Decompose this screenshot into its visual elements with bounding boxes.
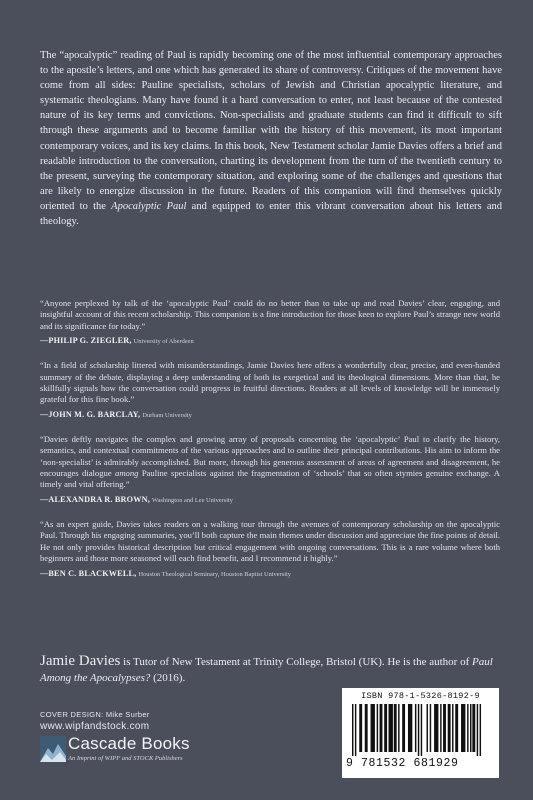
barcode-bar — [461, 704, 465, 752]
description-text: The “apocalyptic” reading of Paul is rapidly becoming one of the most influential contemporary approaches to the apostle’s letters, and one which has generated its share of controversy. Critiques of the movement have come from all sides: Pauline specialists, scholars of Jewish and Christian apocalyptic literature, and systematic theologians. Many have found it a hard conversation to enter, not least because of the contested nature of its key terms and convictions. Non-specialists and graduate students can find it difficult to sift through these arguments and to become familiar with the history of this movement, its most important contemporary voices, and its key claims. In this book, New Testament scholar Jamie Davies offers a brief and readable introduction to the conversation, charting its development from the turn of the twentieth century to the present, surveying the contemporary situation, and exploring some of the challenges and questions that are likely to energize discussion in the future. Readers of this companion will find themselves quickly oriented to the — [40, 50, 502, 212]
endorsement-attribution — [40, 568, 500, 580]
barcode-bar — [402, 704, 405, 752]
barcode-bar — [440, 704, 441, 752]
author-name: Jamie Davies — [40, 653, 121, 669]
barcode-bar — [443, 704, 446, 752]
endorsement-attribution — [40, 335, 500, 347]
barcode-bar — [434, 704, 438, 752]
barcode-bar — [455, 704, 458, 752]
barcode-bar — [365, 704, 368, 752]
publisher-name: Cascade Books — [68, 734, 190, 753]
endorser-name: —BEN C. BLACKWELL, — [40, 568, 137, 578]
book-description — [40, 48, 502, 229]
endorser-affiliation: Houston Theological Seminary, Houston Baptist University — [138, 570, 291, 578]
author-bio — [40, 653, 500, 686]
barcode-bar — [480, 704, 481, 756]
cover-design-credit: COVER DESIGN: Mike Surber — [40, 710, 150, 719]
endorser-name: —PHILIP G. ZIEGLER, — [40, 336, 132, 346]
description-paragraph — [40, 48, 502, 229]
endorser-affiliation: University of Aberdeen — [133, 338, 194, 346]
quote-italic: among — [115, 468, 139, 479]
endorser-affiliation: Washington and Lee University — [152, 496, 233, 504]
barcode-bar — [398, 704, 399, 752]
previous-book-title: Paul Among the Apocalypses? — [40, 656, 493, 684]
barcode-bar — [371, 704, 375, 752]
publisher-tagline: An Imprint of WIPF and STOCK Publishers — [68, 755, 183, 762]
endorsement — [40, 519, 500, 580]
isbn-label: ISBN 978-1-5326-8192-9 — [361, 691, 480, 701]
endorsement-quote: “As an expert guide, Davies takes readers on a walking tour through the avenues of contemporary scholarship on the apocalyptic Paul. Through his engaging summaries, you’ll both capture the main themes under discussion and appreciate the fine points of detail. He not only provides historical description but critical engagement with ongoing conversations. This is a rare volume where both beginners and those more seasoned will each find benefit, and I recommend it highly.” — [40, 518, 500, 564]
quote-text: “Davies deftly navigates the complex and growing array of proposals concerning the ‘apocalyptic’ Paul to clarify the history, semantics, and contextual commitments of the various approaches and to outline their principal contributions. His aim to inform the ‘non-specialist’ is admirably accomplished. But more, through his generous assessment of areas of agreement and disagreement, he encourages dialogue — [40, 433, 500, 479]
barcode-bar — [352, 704, 353, 756]
barcode-bar — [430, 704, 431, 752]
bio-text-end: (2016). — [150, 672, 186, 684]
barcode-bar — [355, 704, 356, 756]
description-text-end: and equipped to enter this vibrant conversation about his letters and theology. — [40, 200, 502, 228]
barcode-bar — [359, 704, 362, 752]
endorser-name: —ALEXANDRA R. BROWN, — [40, 494, 150, 504]
barcode-bar — [467, 704, 468, 752]
endorsement-quote: “In a field of scholarship littered with misunderstandings, Jamie Davies here offers a wonderfully clear, precise, and even-handed summary of the debate, displaying a deep understanding of both its exegetical and its theological dimensions. More than that, he skillfully signals how the conversation could progress in fruitful directions. Readers at all levels of knowledge will be immensely grateful for this fine book.” — [40, 360, 500, 405]
barcode-bar — [472, 704, 475, 752]
mountain-icon — [40, 736, 66, 762]
barcode-bar — [452, 704, 453, 752]
quote-text-end: Pauline specialists against the fragmentation of ‘schools’ that so often stymies genuine exchange. A timely and vital offering.” — [40, 468, 500, 490]
barcode-bar — [421, 704, 422, 756]
endorsement — [40, 298, 500, 347]
endorsement-attribution — [40, 409, 500, 421]
endorser-affiliation: Durham University — [142, 411, 192, 419]
barcode-icon — [350, 704, 491, 758]
endorsement — [40, 360, 500, 421]
publisher-logo — [40, 736, 240, 776]
barcode-bar — [377, 704, 378, 752]
bio-text: is Tutor of New Testament at Trinity College, Bristol (UK). He is the author of — [120, 656, 473, 668]
endorsement — [40, 434, 500, 506]
barcode-bar — [448, 704, 451, 752]
barcode-panel — [342, 688, 499, 778]
barcode-bar — [380, 704, 383, 752]
description-italic-title: Apocalyptic Paul — [111, 200, 187, 212]
barcode-bar — [394, 704, 397, 752]
barcode-bar — [427, 704, 428, 752]
barcode-digits: 9 781532 681929 — [346, 757, 459, 770]
barcode-bar — [418, 704, 419, 756]
barcode-bar — [477, 704, 478, 756]
endorsement-quote — [40, 434, 500, 491]
endorsements — [40, 298, 500, 593]
barcode-bar — [384, 704, 387, 752]
barcode-bar — [415, 704, 416, 752]
barcode-bar — [470, 704, 471, 752]
endorsement-attribution — [40, 494, 500, 506]
credits — [40, 710, 150, 732]
publisher-website: www.wipfandstock.com — [40, 721, 150, 732]
endorsement-quote: “Anyone perplexed by talk of the ‘apocalyptic Paul’ could do no better than to take up and read Davies’ clear, engaging, and insightful account of this recent scholarship. This companion is a fine introduction for those keen to explore Paul’s strange new world and its significance for today.” — [40, 298, 500, 331]
barcode-bar — [389, 704, 393, 752]
endorser-name: —JOHN M. G. BARCLAY, — [40, 409, 141, 419]
barcode-bar — [408, 704, 412, 752]
